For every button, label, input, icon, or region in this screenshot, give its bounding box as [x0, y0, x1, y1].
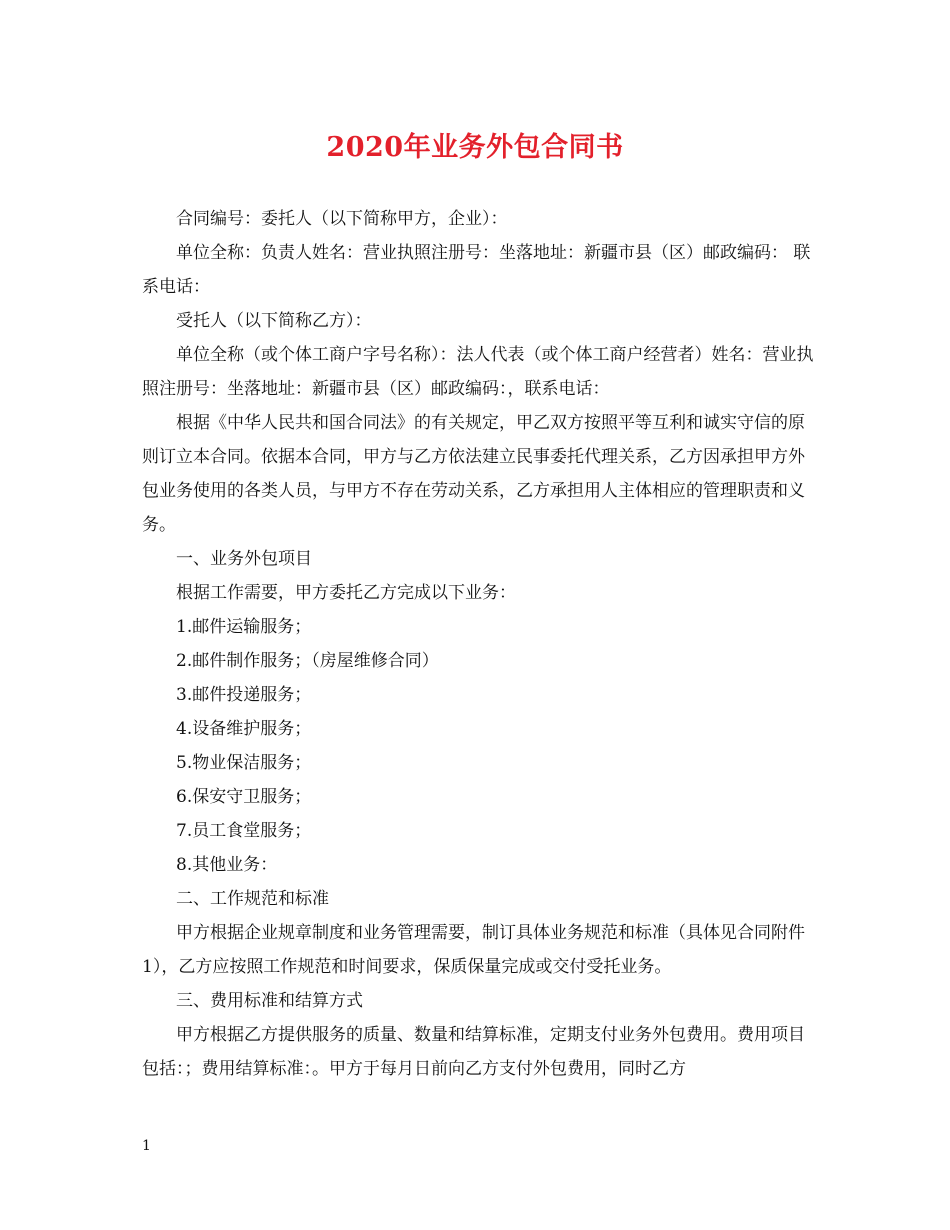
page-title: 2020年业务外包合同书	[326, 132, 624, 163]
list-item: 7.员工食堂服务；	[176, 821, 312, 841]
list-item: 8.其他业务：	[176, 855, 278, 875]
paragraph-section-2: 甲方根据企业规章制度和业务管理需要，制订具体业务规范和标准（具体见合同附件1），乙方应按照工作规范和时间要求，保质保量完成或交付受托业务。	[142, 923, 805, 977]
paragraph-contract-number: 合同编号：委托人（以下简称甲方，企业）：	[176, 209, 508, 229]
list-item: 1.邮件运输服务；	[176, 617, 312, 637]
list-item: 5.物业保洁服务；	[176, 753, 312, 773]
paragraph-party-a-info: 单位全称：负责人姓名：营业执照注册号：坐落地址：新疆市县（区）邮政编码： 联系电话：	[142, 243, 811, 297]
list-item: 2.邮件制作服务；（房屋维修合同）	[176, 651, 439, 671]
section-heading-3: 三、费用标准和结算方式	[176, 991, 363, 1011]
list-item: 4.设备维护服务；	[176, 719, 312, 739]
list-item: 6.保安守卫服务；	[176, 787, 312, 807]
paragraph-section-3: 甲方根据乙方提供服务的质量、数量和结算标准，定期支付业务外包费用。费用项目包括：；费用结算标准：。甲方于每月日前向乙方支付外包费用，同时乙方	[142, 1025, 805, 1079]
document-body	[142, 202, 814, 1086]
section-heading-1: 一、业务外包项目	[176, 549, 312, 569]
section-heading-2: 二、工作规范和标准	[176, 889, 329, 909]
list-item: 3.邮件投递服务；	[176, 685, 312, 705]
page-number: 1	[142, 1138, 151, 1154]
paragraph-section-1-intro: 根据工作需要，甲方委托乙方完成以下业务：	[176, 583, 516, 603]
paragraph-party-b-heading: 受托人（以下简称乙方）：	[176, 311, 372, 331]
paragraph-party-b-info: 单位全称（或个体工商户字号名称）：法人代表（或个体工商户经营者）姓名：营业执照注册号：坐落地址：新疆市县（区）邮政编码：，联系电话：	[142, 345, 814, 399]
paragraph-preamble: 根据《中华人民共和国合同法》的有关规定，甲乙双方按照平等互利和诚实守信的原则订立本合同。依据本合同，甲方与乙方依法建立民事委托代理关系，乙方因承担甲方外包业务使用的各类人员，与甲方不存在劳动关系，乙方承担用人主体相应的管理职责和义务。	[142, 413, 805, 535]
